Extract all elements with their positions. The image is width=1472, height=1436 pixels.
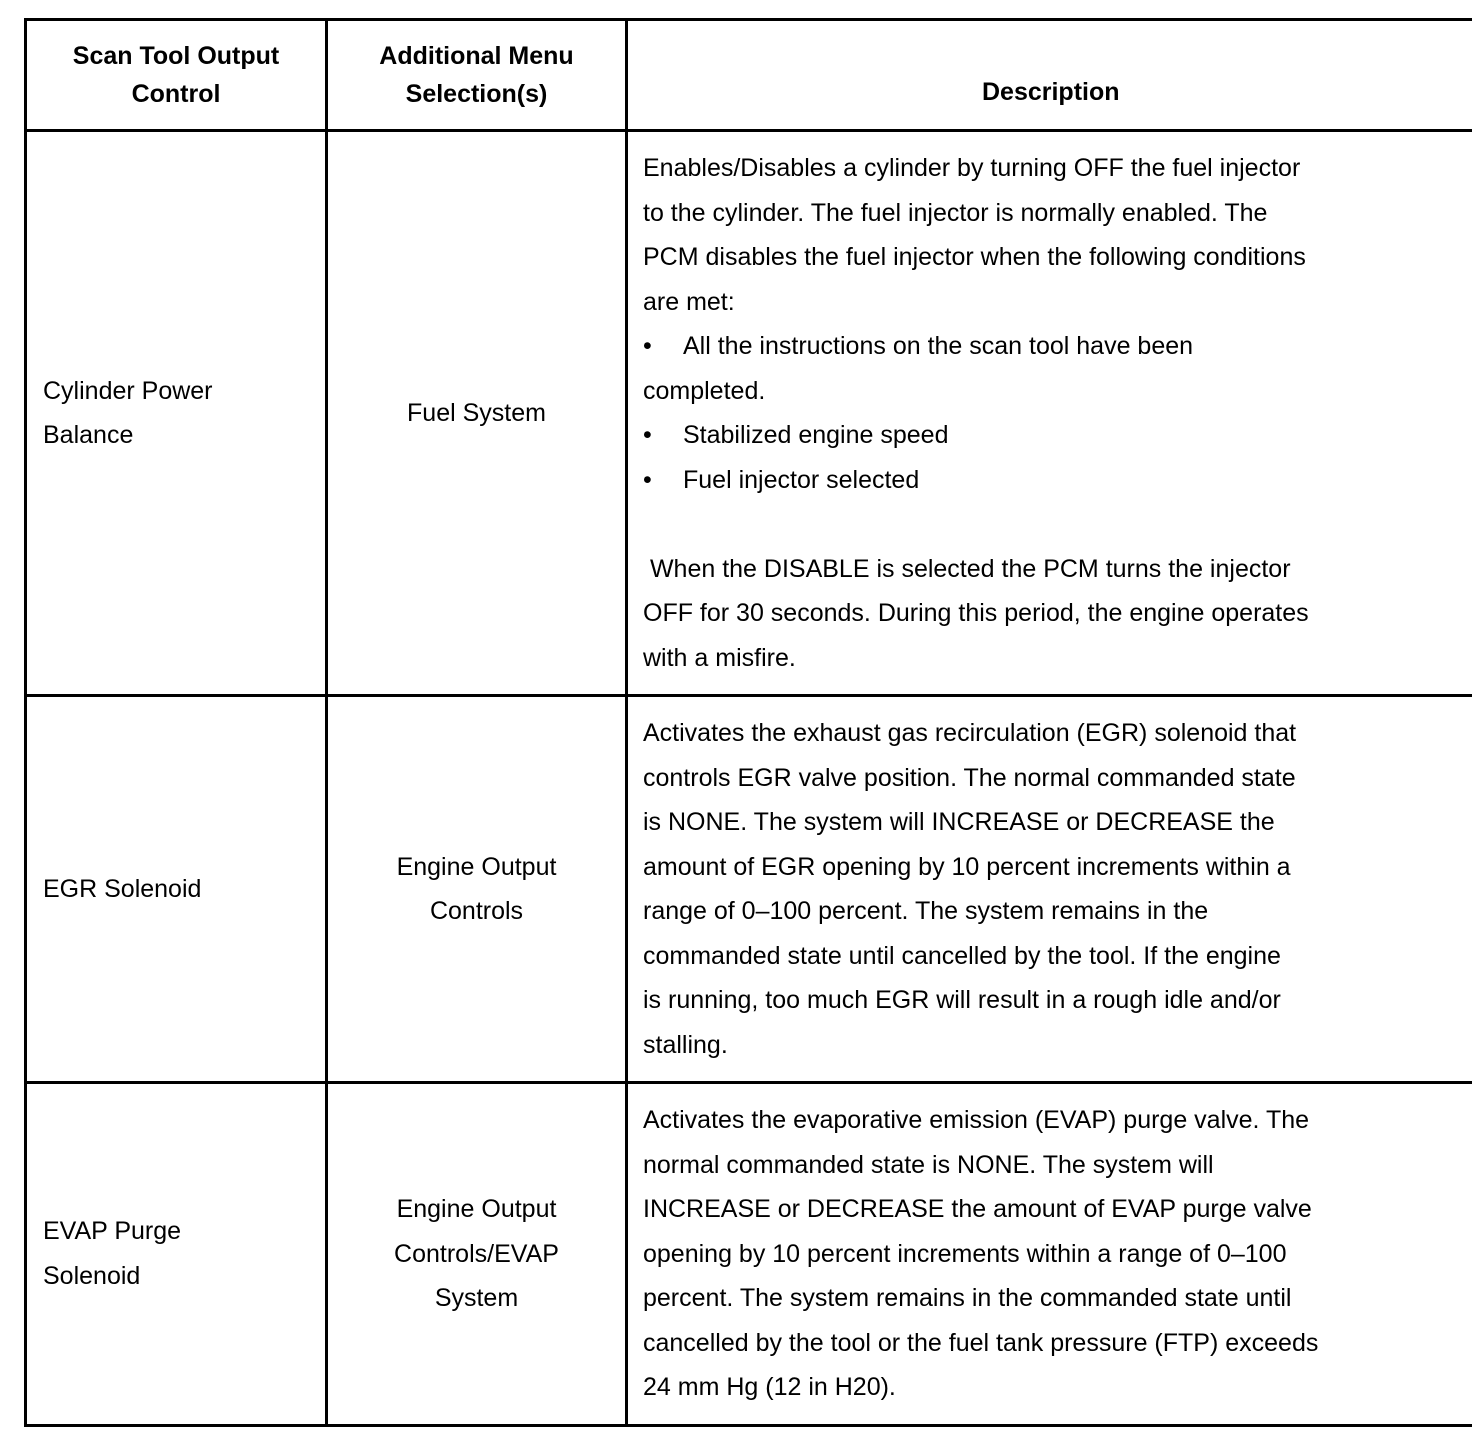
cell-text: Cylinder Power <box>43 376 213 405</box>
table-row-egr-solenoid <box>26 696 1472 1083</box>
description-line: with a misfire. <box>643 643 796 672</box>
cell-text: EGR Solenoid <box>43 874 202 903</box>
description-line: stalling. <box>643 1030 728 1059</box>
header-scan-tool-output-control <box>26 20 327 131</box>
header-additional-menu-selections <box>327 20 627 131</box>
cell-text: Fuel System <box>407 398 546 427</box>
table-body <box>26 131 1472 1426</box>
description-line: amount of EGR opening by 10 percent increments within a <box>643 852 1291 881</box>
description-line: is NONE. The system will INCREASE or DECREASE the <box>643 808 1275 836</box>
header-text: Selection(s) <box>405 80 548 108</box>
bullet-text: Fuel injector selected <box>683 465 920 494</box>
bullet-text: All the instructions on the scan tool have been <box>683 332 1194 360</box>
cell-text: Solenoid <box>43 1261 141 1290</box>
cell-text: Engine Output <box>396 852 557 881</box>
description-line: completed. <box>643 376 766 405</box>
description-line: Activates the exhaust gas recirculation (EGR) solenoid that <box>643 719 1297 747</box>
description-line: percent. The system remains in the commanded state until <box>643 1284 1292 1312</box>
description-line: When the DISABLE is selected the PCM turns the injector <box>643 554 1291 583</box>
description-line: normal commanded state is NONE. The system will <box>643 1150 1214 1179</box>
bullet-item <box>643 413 1414 458</box>
bullet-item <box>643 324 1414 369</box>
output-control-name <box>26 131 327 696</box>
scan-tool-output-control-table <box>24 18 1472 1427</box>
cell-text: Balance <box>43 421 134 449</box>
paragraph-spacer <box>643 502 1414 547</box>
description-line: controls EGR valve position. The normal commanded state <box>643 763 1296 792</box>
description-line: INCREASE or DECREASE the amount of EVAP purge valve <box>643 1195 1312 1223</box>
description-line: to the cylinder. The fuel injector is normally enabled. The <box>643 198 1268 227</box>
menu-selection <box>327 696 627 1083</box>
table-row-evap-purge-solenoid <box>26 1083 1472 1426</box>
table-header <box>26 20 1472 131</box>
description-line: range of 0–100 percent. The system remains in the <box>643 897 1209 925</box>
header-row <box>26 20 1472 131</box>
header-description <box>627 20 1472 131</box>
description-line: is running, too much EGR will result in a rough idle and/or <box>643 986 1281 1014</box>
description-line: opening by 10 percent increments within a range of 0–100 <box>643 1239 1287 1268</box>
cell-text: Controls <box>429 897 524 925</box>
header-text: Additional Menu <box>379 42 574 70</box>
description-cell <box>627 696 1472 1083</box>
description-line: cancelled by the tool or the fuel tank pressure (FTP) exceeds <box>643 1328 1319 1357</box>
bullet-text: Stabilized engine speed <box>683 421 949 449</box>
output-control-name <box>26 1083 327 1426</box>
bullet-icon: • <box>643 332 652 360</box>
bullet-icon: • <box>643 421 652 449</box>
cell-text: Engine Output <box>396 1195 557 1223</box>
header-text: Control <box>131 80 221 108</box>
table-row-cylinder-power-balance <box>26 131 1472 696</box>
description-line: OFF for 30 seconds. During this period, the engine operates <box>643 599 1309 627</box>
description-line: Activates the evaporative emission (EVAP) purge valve. The <box>643 1106 1310 1134</box>
header-text: Description <box>981 78 1120 106</box>
description-line: are met: <box>643 287 735 316</box>
cell-text: System <box>434 1284 519 1312</box>
menu-selection <box>327 1083 627 1426</box>
description-cell <box>627 1083 1472 1426</box>
header-text: Scan Tool Output <box>72 42 280 70</box>
description-line: PCM disables the fuel injector when the following conditions <box>643 243 1306 271</box>
description-line: 24 mm Hg (12 in H20). <box>643 1373 896 1401</box>
menu-selection <box>327 131 627 696</box>
bullet-item <box>643 458 1414 503</box>
description-line: commanded state until cancelled by the tool. If the engine <box>643 941 1281 970</box>
description-line: Enables/Disables a cylinder by turning OFF the fuel injector <box>643 154 1301 182</box>
bullet-icon: • <box>643 465 652 494</box>
cell-text: EVAP Purge <box>43 1217 182 1246</box>
output-control-name <box>26 696 327 1083</box>
cell-text: Controls/EVAP <box>394 1239 559 1268</box>
description-cell <box>627 131 1472 696</box>
